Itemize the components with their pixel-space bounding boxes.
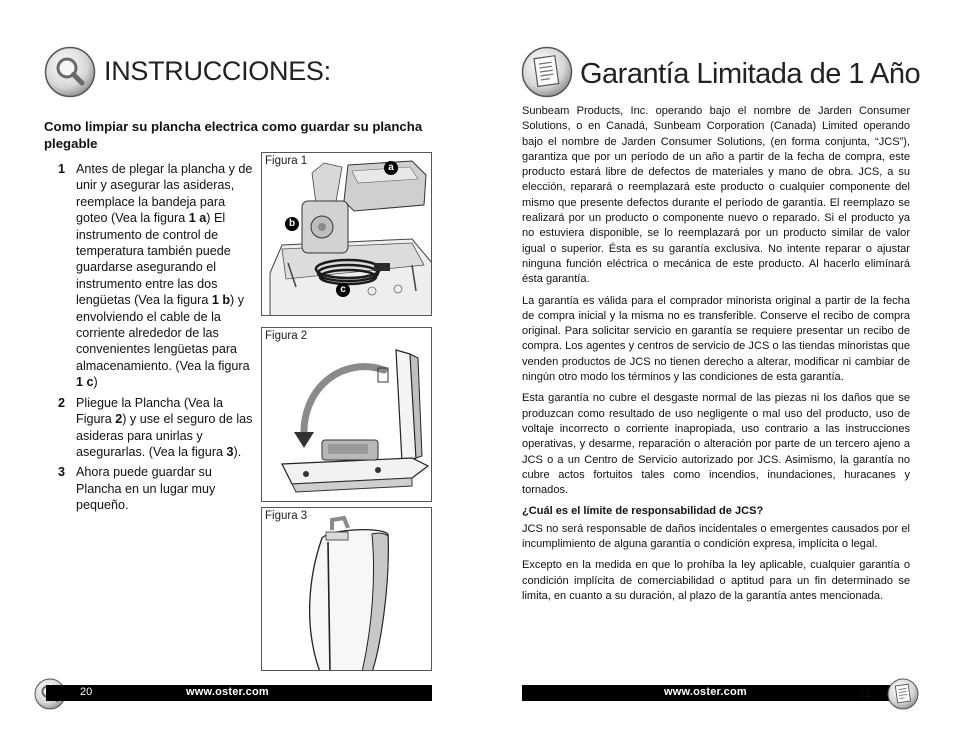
step-number: 1 bbox=[58, 162, 66, 176]
figure-label: Figura 1 bbox=[265, 155, 308, 167]
callout-a: a bbox=[384, 161, 398, 175]
footer-bar bbox=[522, 685, 910, 701]
warranty-paragraph: Esta garantía no cubre el desgaste normal de las piezas ni los daños que se produzcan como resultado de uso negligente o mal uso del producto, uso de voltaje incorrecto o corriente inapropiada, uso contrario a las instrucciones operativas, y desarme, reparación o alteración por parte de un tercero ajeno a JCS o a un Centro de Servicio autorizado por JCS. Asimismo, la garantía no cubre actos fortuitos tales como incendios, inundaciones, huracanes y tornados. bbox=[522, 392, 910, 497]
callout-b: b bbox=[285, 217, 299, 231]
figure-3 bbox=[261, 507, 432, 671]
page-title: Garantía Limitada de 1 Año bbox=[580, 58, 921, 90]
callout-c: c bbox=[336, 283, 350, 297]
step-text: Pliegue la Plancha (Vea la Figura 2) y use el seguro de las asideras para unirlas y asegurarlas. (Vea la figura 3). bbox=[76, 395, 253, 459]
step-item bbox=[58, 464, 256, 513]
magnifier-icon bbox=[44, 46, 96, 98]
warranty-paragraph: Excepto en la medida en que lo prohíba la ley aplicable, cualquier garantía o condición implícita de comerciabilidad o aptitud para un fin determinado se limita, en cuanto a su duración, al plazo de la garantía antes mencionada. bbox=[522, 559, 910, 602]
griddle-stored-illustration bbox=[262, 508, 432, 671]
footer-url: www.oster.com bbox=[186, 686, 269, 698]
figure-1 bbox=[261, 152, 432, 316]
figure-2 bbox=[261, 327, 432, 502]
step-item bbox=[58, 161, 256, 391]
warranty-text bbox=[522, 104, 910, 610]
step-item bbox=[58, 395, 256, 461]
warranty-paragraph: Sunbeam Products, Inc. operando bajo el nombre de Jarden Consumer Solutions, o en Canadá, Sunbeam Corporation (Canada) Limited operando bajo el nombre de Jarden Consumer Solutions, (en forma conjunta, “JCS”), garantiza que por un período de un año a partir de la fecha de compra, este producto estará libre de defectos de materiales y mano de obra. JCS, a su elección, reparará o reemplazará este producto o cualquier componente del mismo que presente defectos durante el período de garantía. El reemplazo se realizará por un producto o componente nuevo o reparado. Si el producto ya no estuviera disponible, se lo reemplazará por un producto similar de valor igual o superior. Ésta es su garantía exclusiva. No intente reparar o ajustar ninguna función eléctrica o mecánica de este producto. Al hacerlo elimínará ésta garantía. bbox=[522, 105, 910, 286]
step-number: 3 bbox=[58, 465, 66, 480]
step-number: 2 bbox=[58, 395, 66, 410]
document-icon bbox=[887, 678, 919, 710]
page-number: 20 bbox=[80, 686, 93, 698]
warranty-paragraph: JCS no será responsable de daños incidentales o emergentes causados por el incumplimiento de alguna garantía o condición expresa, implícita o legal. bbox=[522, 522, 910, 551]
griddle-folding-illustration bbox=[262, 328, 432, 502]
section-subheading: Como limpiar su plancha electrica como guardar su plancha plegable bbox=[44, 119, 423, 151]
right-page bbox=[477, 0, 954, 746]
liability-question: ¿Cuál es el límite de responsabilidad de JCS? bbox=[522, 505, 764, 518]
footer-url: www.oster.com bbox=[664, 686, 747, 698]
step-text: Ahora puede guardar su Plancha en un lugar muy pequeño. bbox=[76, 465, 216, 513]
step-text: Antes de plegar la plancha y de unir y asegurar las asideras, reemplace la bandeja para goteo (Vea la figura 1 a) El instrumento de control de temperatura también puede guardarse asegurando el instrumento entre las dos lengüetas (Vea la figura 1 b) y envolviendo el cable de la corriente alrededor de las convenientes lengüetas para almacenamiento. (Vea la figura 1 c) bbox=[76, 162, 253, 390]
figure-label: Figura 2 bbox=[265, 330, 308, 342]
page-number: 21 bbox=[859, 688, 872, 700]
page-title: INSTRUCCIONES: bbox=[104, 56, 331, 86]
document-icon bbox=[521, 46, 573, 98]
footer-bar bbox=[46, 685, 432, 701]
warranty-paragraph: La garantía es válida para el comprador minorista original a partir de la fecha de compra inicial y la misma no es transferible. Conserve el recibo de compra original. Para solicitar servicio en garantía se requiere presentar un recibo de compra. Los agentes y centros de servicio de JCS o las tiendas minoristas que venden productos de JCS no tienen derecho a alterar, modificar ni cambiar de ningún otro modo los términos y las condiciones de esta garantía. bbox=[522, 294, 910, 384]
instruction-steps bbox=[58, 161, 256, 518]
figure-label: Figura 3 bbox=[265, 510, 308, 522]
